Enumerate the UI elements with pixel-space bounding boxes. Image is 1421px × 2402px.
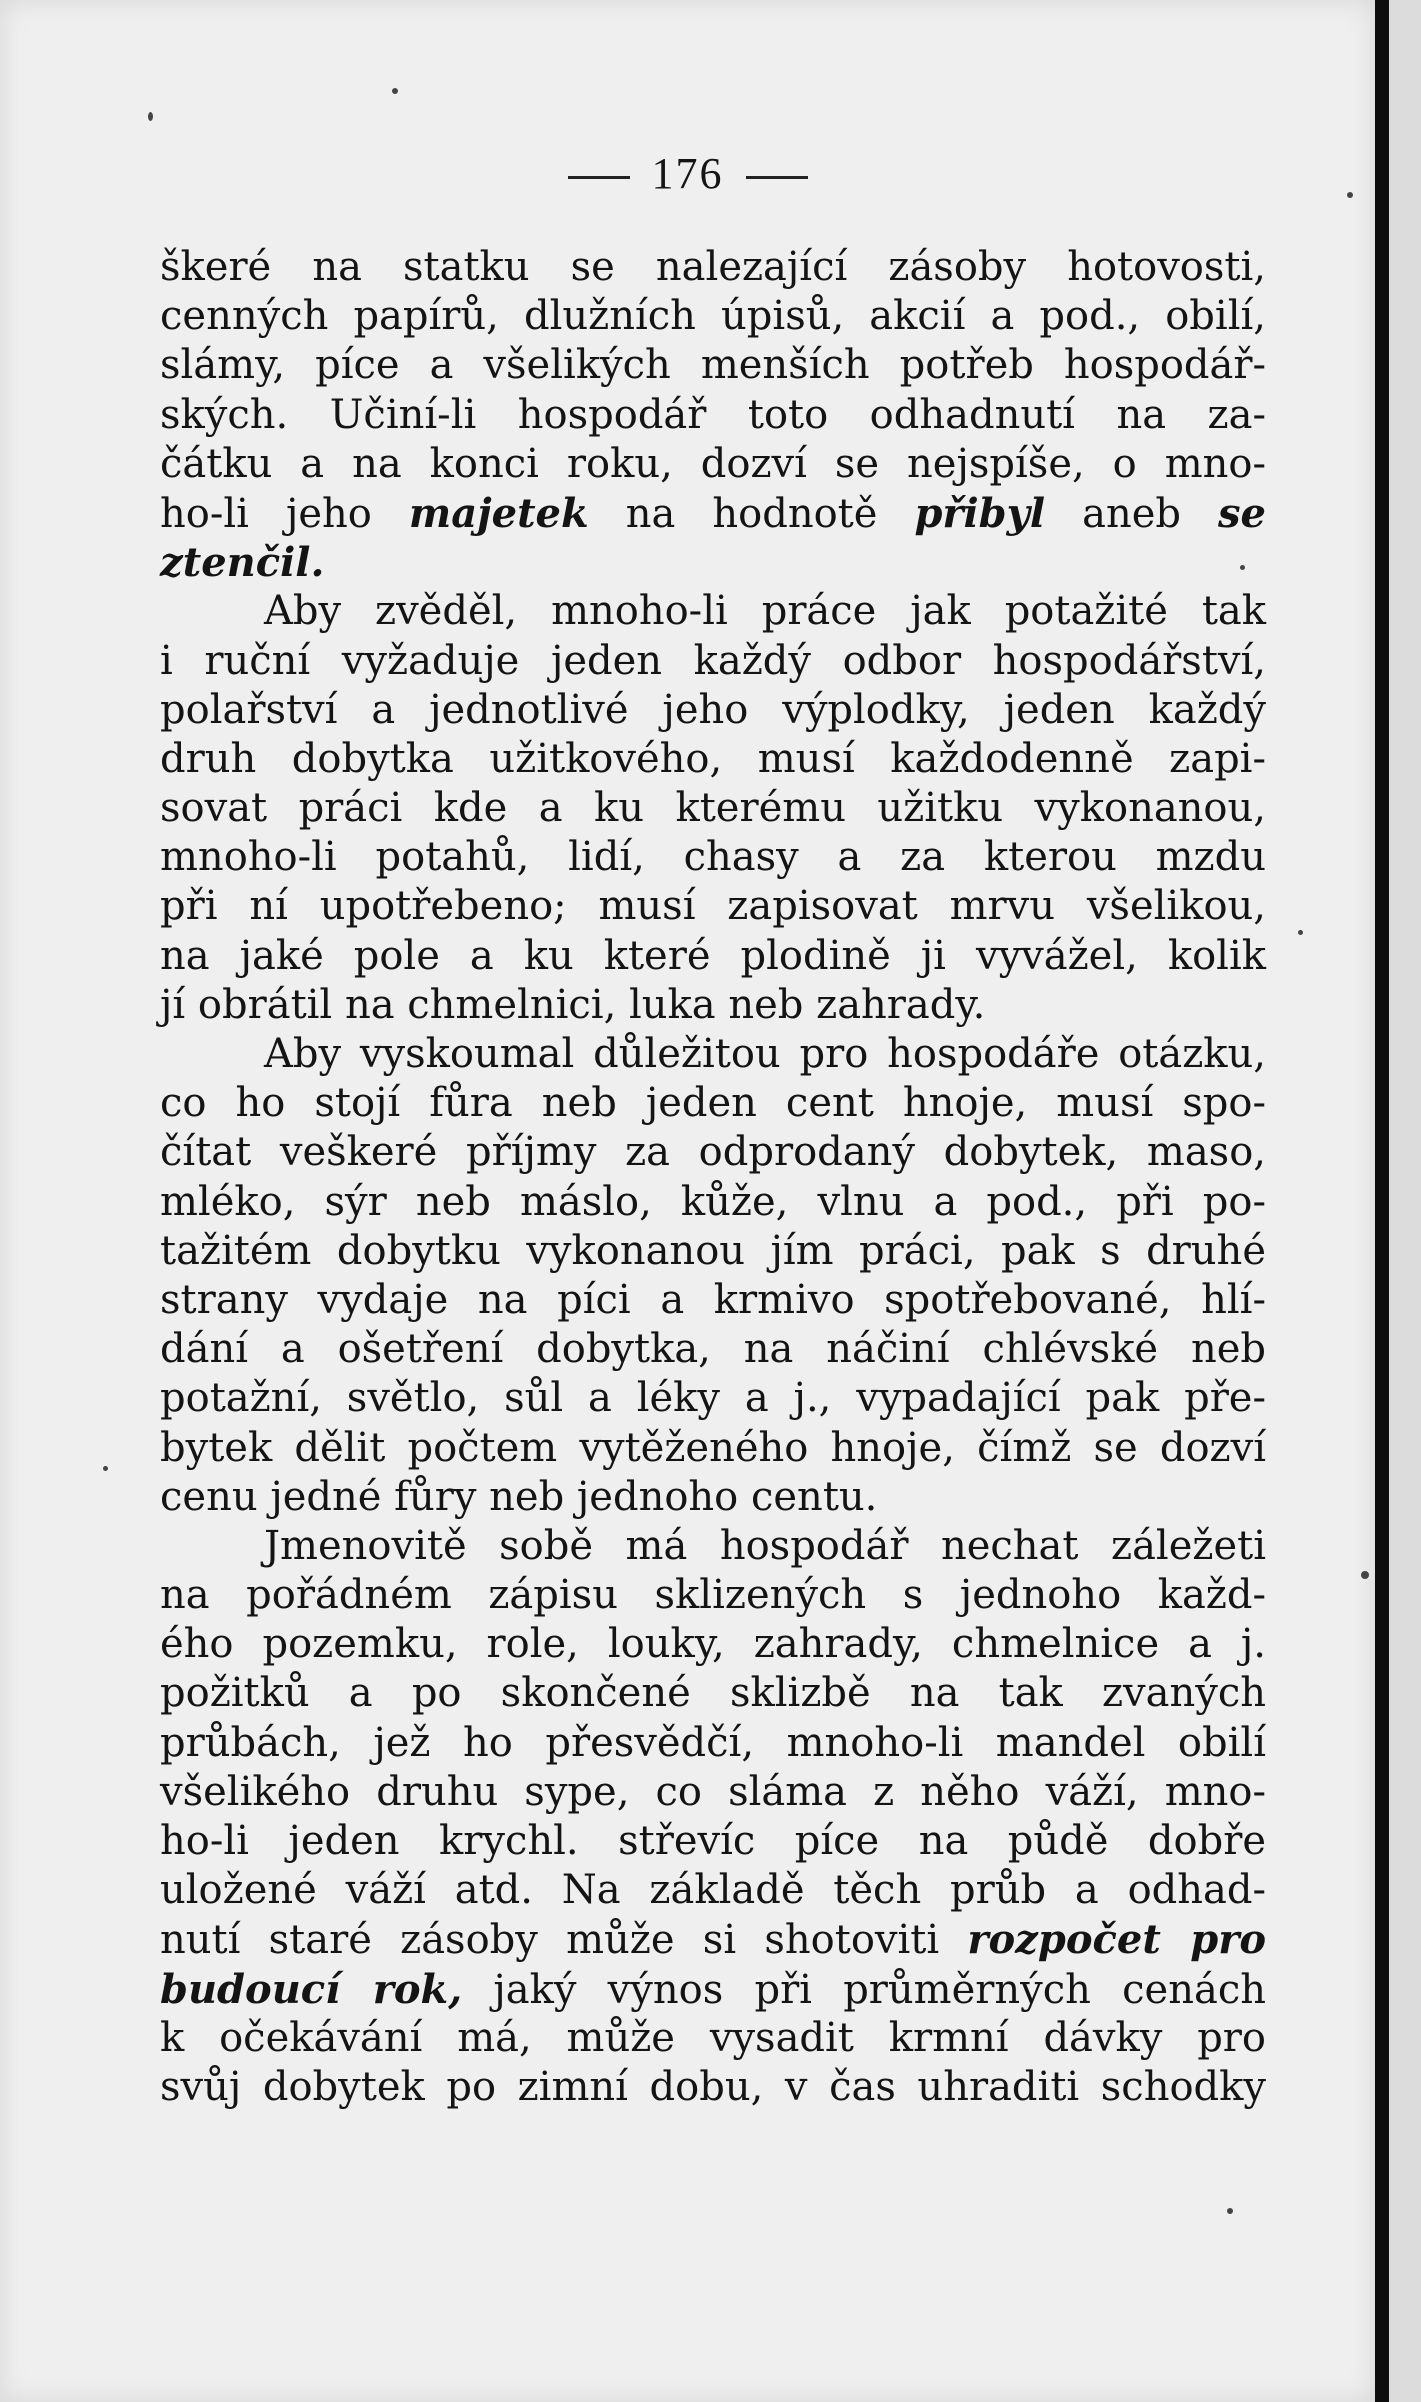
text-line [160, 1227, 1266, 1276]
text-run: na jaké pole a ku které plodině ji vyvážel, kolik [160, 932, 1266, 979]
italic-text: přibyl [914, 489, 1046, 537]
text-run: polařství a jednotlivé jeho výplodky, jeden každý [160, 686, 1266, 733]
text-run: průbách, jež ho přesvědčí, mnoho-li mandel obilí [160, 1719, 1266, 1766]
text-line [160, 1030, 1266, 1079]
text-run: mléko, sýr neb máslo, kůže, vlnu a pod., při po- [160, 1178, 1266, 1225]
text-line [160, 440, 1266, 489]
text-line [160, 1522, 1266, 1571]
text-line [160, 882, 1266, 931]
body-text [160, 243, 1266, 2112]
text-run: cenných papírů, dlužních úpisů, akcií a pod., obilí, [160, 293, 1266, 340]
text-run: cenu jedné fůry neb jednoho centu. [160, 1473, 878, 1520]
text-run: škeré na statku se nalezající zásoby hotovosti, [160, 244, 1266, 290]
text-run: Aby zvěděl, mnoho-li práce jak potažité tak [264, 588, 1266, 635]
text-line [160, 2063, 1266, 2112]
dust-speck [1227, 2208, 1233, 2214]
italic-text: majetek [408, 489, 589, 537]
text-line [160, 1325, 1266, 1374]
text-line [160, 833, 1266, 882]
text-line [160, 1719, 1266, 1768]
text-run: čítat veškeré příjmy za odprodaný dobytek, maso, [160, 1129, 1266, 1176]
text-line [160, 1817, 1266, 1866]
text-line [160, 1128, 1266, 1177]
text-line [160, 1669, 1266, 1718]
italic-text: rozpočet pro [967, 1916, 1267, 1964]
dust-speck [1347, 192, 1353, 198]
text-run: požitků a po skončené sklizbě na tak zvaných [160, 1670, 1266, 1717]
dust-speck [148, 112, 153, 121]
text-line [160, 1915, 1266, 1964]
text-line [160, 2014, 1266, 2063]
text-run: jí obrátil na chmelnici, luka neb zahrady. [160, 981, 986, 1028]
text-line [160, 784, 1266, 833]
text-line [160, 1571, 1266, 1620]
text-line [160, 981, 1266, 1030]
text-line [160, 1965, 1266, 2014]
text-run: Jmenovitě sobě má hospodář nechat záležeti [264, 1522, 1266, 1569]
text-run: ských. Učiní-li hospodář toto odhadnutí na za- [160, 391, 1266, 438]
dust-speck [103, 1466, 108, 1471]
text-line [160, 1866, 1266, 1915]
text-run: na hodnotě [588, 490, 915, 537]
text-line [160, 932, 1266, 981]
page-number [0, 148, 1375, 199]
dust-speck [1240, 565, 1245, 570]
text-line [160, 637, 1266, 686]
text-line [160, 292, 1266, 341]
text-run: jaký výnos při průměrných cenách [462, 1966, 1266, 2013]
text-run: mnoho-li potahů, lidí, chasy a za kterou mzdu [160, 834, 1266, 881]
text-run: svůj dobytek po zimní dobu, v čas uhraditi schodky [160, 2063, 1266, 2110]
text-run: i ruční vyžaduje jeden každý odbor hospodářství, [160, 637, 1266, 684]
text-run: všelikého druhu sype, co sláma z něho váží, mno- [160, 1768, 1266, 1815]
page-number-value: 176 [651, 149, 724, 198]
text-run: strany vydaje na píci a krmivo spotřebované, hlí- [160, 1276, 1266, 1323]
adjacent-page-strip [1389, 0, 1421, 2402]
text-run: Aby vyskoumal důležitou pro hospodáře otázku, [264, 1031, 1266, 1077]
text-line [160, 243, 1266, 292]
text-line [160, 1079, 1266, 1128]
text-run: slámy, píce a všelikých menších potřeb hospodář- [160, 342, 1266, 389]
text-line [160, 341, 1266, 390]
text-run: druh dobytka užitkového, musí každodenně zapi- [160, 735, 1266, 782]
text-line [160, 686, 1266, 735]
text-line [160, 1374, 1266, 1423]
italic-text: ztenčil. [160, 539, 325, 587]
text-line [160, 1620, 1266, 1669]
text-run: potažní, světlo, sůl a léky a j., vypadající pak pře- [160, 1375, 1266, 1422]
text-run: aneb [1045, 490, 1219, 537]
page-edge-shadow [1375, 0, 1389, 2402]
text-line [160, 1473, 1266, 1522]
text-line [160, 538, 1266, 587]
text-run: bytek dělit počtem vytěženého hnoje, čímž se dozví [160, 1424, 1266, 1471]
dust-speck [1361, 1571, 1369, 1579]
text-line [160, 1178, 1266, 1227]
text-run: ho-li jeho [160, 490, 409, 537]
text-run: ho-li jeden krychl. střevíc píce na půdě dobře [160, 1818, 1266, 1864]
dust-speck [1298, 930, 1303, 935]
text-line [160, 1276, 1266, 1325]
text-run: při ní upotřebeno; musí zapisovat mrvu všelikou, [160, 883, 1266, 930]
text-run: sovat práci kde a ku kterému užitku vykonanou, [160, 785, 1266, 832]
dust-speck [392, 88, 398, 94]
italic-text: budoucí rok, [160, 1965, 463, 2013]
text-line [160, 489, 1266, 538]
text-run: co ho stojí fůra neb jeden cent hnoje, musí spo- [160, 1080, 1266, 1127]
text-line [160, 391, 1266, 440]
left-dash [568, 176, 630, 179]
text-run: čátku a na konci roku, dozví se nejspíše, o mno- [160, 440, 1266, 487]
text-line [160, 587, 1266, 636]
italic-text: se [1218, 489, 1266, 537]
text-run: ého pozemku, role, louky, zahrady, chmelnice a j. [160, 1621, 1266, 1668]
text-line [160, 1424, 1266, 1473]
text-run: dání a ošetření dobytka, na náčiní chlévské neb [160, 1326, 1266, 1373]
text-run: tažitém dobytku vykonanou jím práci, pak s druhé [160, 1227, 1266, 1274]
text-run: na pořádném zápisu sklizených s jednoho každ- [160, 1572, 1266, 1619]
text-run: nutí staré zásoby může si shotoviti [160, 1917, 968, 1964]
text-line [160, 735, 1266, 784]
text-line [160, 1768, 1266, 1817]
text-run: k očekávání má, může vysadit krmní dávky pro [160, 2014, 1266, 2061]
right-dash [746, 176, 808, 179]
text-run: uložené váží atd. Na základě těch průb a odhad- [160, 1867, 1266, 1914]
